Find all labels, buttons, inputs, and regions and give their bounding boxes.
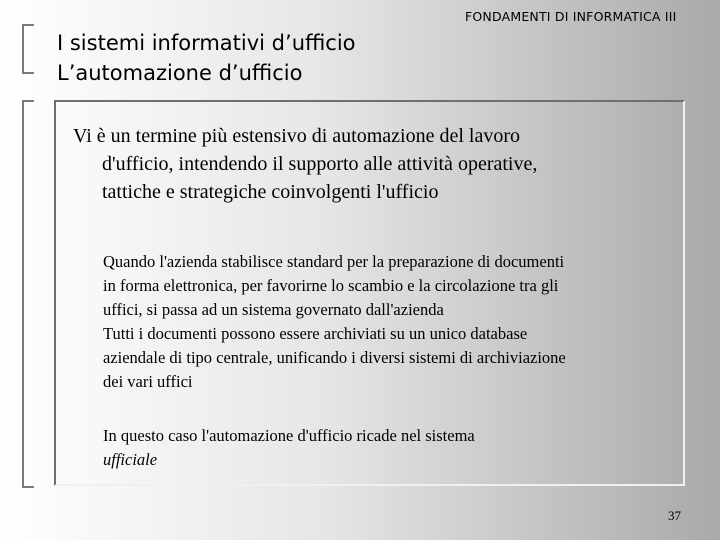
page-number: 37 — [668, 508, 681, 523]
paragraph-conclusion — [103, 424, 683, 472]
title-accent-bar — [22, 24, 34, 74]
body-accent-bar — [22, 100, 34, 488]
conclusion-emphasis: ufficiale — [103, 450, 158, 469]
lead-line-1: Vi è un termine più estensivo di automazione del lavoro — [73, 125, 521, 147]
lead-line-2: d'ufficio, intendendo il supporto alle attività operative, — [102, 153, 538, 175]
slide-title-line-1: I sistemi informativi d’ufficio — [57, 31, 356, 55]
paragraph-line: aziendale di tipo centrale, unificando i diversi sistemi di archiviazione — [103, 348, 566, 367]
paragraph-line: Quando l'azienda stabilisce standard per la preparazione di documenti — [103, 252, 565, 271]
paragraph-line: uffici, si passa ad un sistema governato dall'azienda — [103, 300, 444, 319]
course-name: FONDAMENTI DI INFORMATICA III — [465, 9, 677, 24]
paragraph-line — [103, 424, 683, 472]
lead-paragraph — [73, 122, 663, 206]
paragraph-line: in forma elettronica, per favorirne lo scambio e la circolazione tra gli — [103, 276, 559, 295]
conclusion-text: In questo caso l'automazione d'ufficio ricade nel sistema — [103, 426, 475, 445]
slide-title — [57, 28, 356, 88]
paragraph-line: dei vari uffici — [103, 372, 193, 391]
slide-title-line-2: L’automazione d’ufficio — [57, 61, 303, 85]
paragraph-archive — [103, 322, 683, 394]
paragraph-line: Tutti i documenti possono essere archiviati su un unico database — [103, 324, 528, 343]
lead-line-3: tattiche e strategiche coinvolgenti l'ufficio — [102, 181, 439, 203]
paragraph-standards — [103, 250, 683, 322]
